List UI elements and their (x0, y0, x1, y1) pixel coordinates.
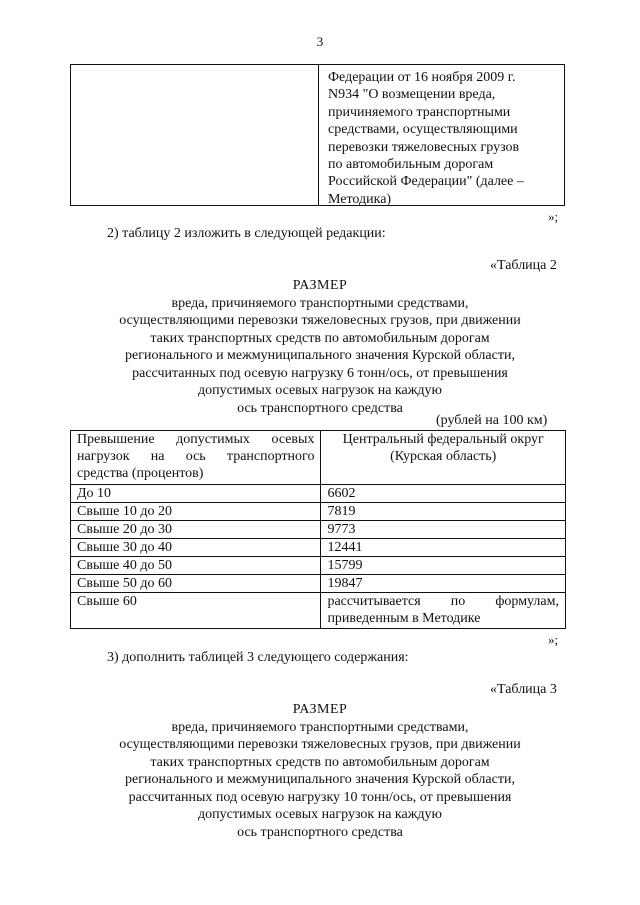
title-line: допустимых осевых нагрузок на каждую (198, 807, 442, 822)
continuation-table (70, 64, 565, 206)
title-line: осуществляющими перевозки тяжеловесных грузов, при движении (119, 313, 521, 328)
damage-value-cell: рассчитывается по формулам, приведенным в Методике (321, 593, 566, 629)
table-header-row (71, 431, 566, 485)
overload-range-cell: Свыше 30 до 40 (71, 539, 321, 557)
table-3-title-block (0, 701, 640, 841)
damage-value-cell: 7819 (321, 503, 566, 521)
closing-quote-mark: »; (548, 209, 559, 224)
cell-line: причиняемого транспортными (328, 104, 511, 120)
title-line: ось транспортного средства (237, 824, 403, 840)
cell-line: средствами, осуществляющими (328, 122, 518, 138)
title-line: таких транспортных средств по автомобильным дорогам (150, 330, 490, 346)
title-line: регионального и межмуниципального значения Курской области, (125, 772, 515, 787)
title-line: рассчитанных под осевую нагрузку 6 тонн/ось, от превышения (132, 365, 508, 381)
damage-value-cell: 19847 (321, 575, 566, 593)
cell-line: N934 "О возмещении вреда, (328, 87, 496, 103)
overload-range-cell: Свыше 10 до 20 (71, 503, 321, 521)
page-number: 3 (316, 34, 324, 49)
cell-line: Федерации от 16 ноября 2009 г. (328, 70, 516, 85)
overload-range-cell: Свыше 20 до 30 (71, 521, 321, 539)
cell-line: Российской Федерации" (далее – (328, 174, 524, 190)
title-line: таких транспортных средств по автомобильным дорогам (150, 754, 490, 770)
damage-value-cell: 12441 (321, 539, 566, 557)
table-row (71, 521, 566, 539)
title-line: рассчитанных под осевую нагрузку 10 тонн/ось, от превышения (128, 789, 512, 805)
damage-value-cell: 15799 (321, 557, 566, 575)
overload-range-cell: Свыше 40 до 50 (71, 557, 321, 575)
table-row (71, 575, 566, 593)
table-row (71, 593, 566, 629)
column-header-district: Центральный федеральный округ (Курская область) (321, 431, 566, 485)
title-line: вреда, причиняемого транспортными средствами, (171, 295, 469, 311)
table-row (71, 539, 566, 557)
cell-line: Методика) (328, 191, 392, 207)
table-2-heading: РАЗМЕР (292, 278, 348, 293)
title-line: ось транспортного средства (237, 400, 403, 416)
title-line: регионального и межмуниципального значения Курской области, (125, 348, 515, 363)
title-line: осуществляющими перевозки тяжеловесных грузов, при движении (119, 737, 521, 752)
overload-range-cell: До 10 (71, 485, 321, 503)
table-2-label: «Таблица 2 (490, 258, 557, 273)
damage-rate-table (70, 430, 566, 629)
damage-value-cell: 9773 (321, 521, 566, 539)
continuation-cell (328, 69, 558, 208)
cell-line: по автомобильным дорогам (328, 157, 494, 173)
column-header-overload: Превышение допустимых осевых нагрузок на ось транспортного средства (процентов) (71, 431, 321, 485)
table-3-label: «Таблица 3 (490, 682, 557, 697)
cell-line: перевозки тяжеловесных грузов (328, 139, 520, 155)
table-2-title-block (0, 277, 640, 417)
closing-quote-mark: »; (548, 632, 559, 647)
title-line: допустимых осевых нагрузок на каждую (198, 383, 442, 398)
table-row (71, 557, 566, 575)
overload-range-cell: Свыше 50 до 60 (71, 575, 321, 593)
table-row (71, 503, 566, 521)
table-divider (318, 65, 319, 205)
paragraph-item-2: 2) таблицу 2 изложить в следующей редакции: (107, 226, 386, 241)
table-row (71, 485, 566, 503)
paragraph-item-3: 3) дополнить таблицей 3 следующего содержания: (107, 650, 409, 665)
title-line: вреда, причиняемого транспортными средствами, (171, 719, 469, 735)
table-units: (рублей на 100 км) (436, 413, 548, 428)
table-3-heading: РАЗМЕР (292, 702, 348, 717)
damage-value-cell: 6602 (321, 485, 566, 503)
overload-range-cell: Свыше 60 (71, 593, 321, 629)
